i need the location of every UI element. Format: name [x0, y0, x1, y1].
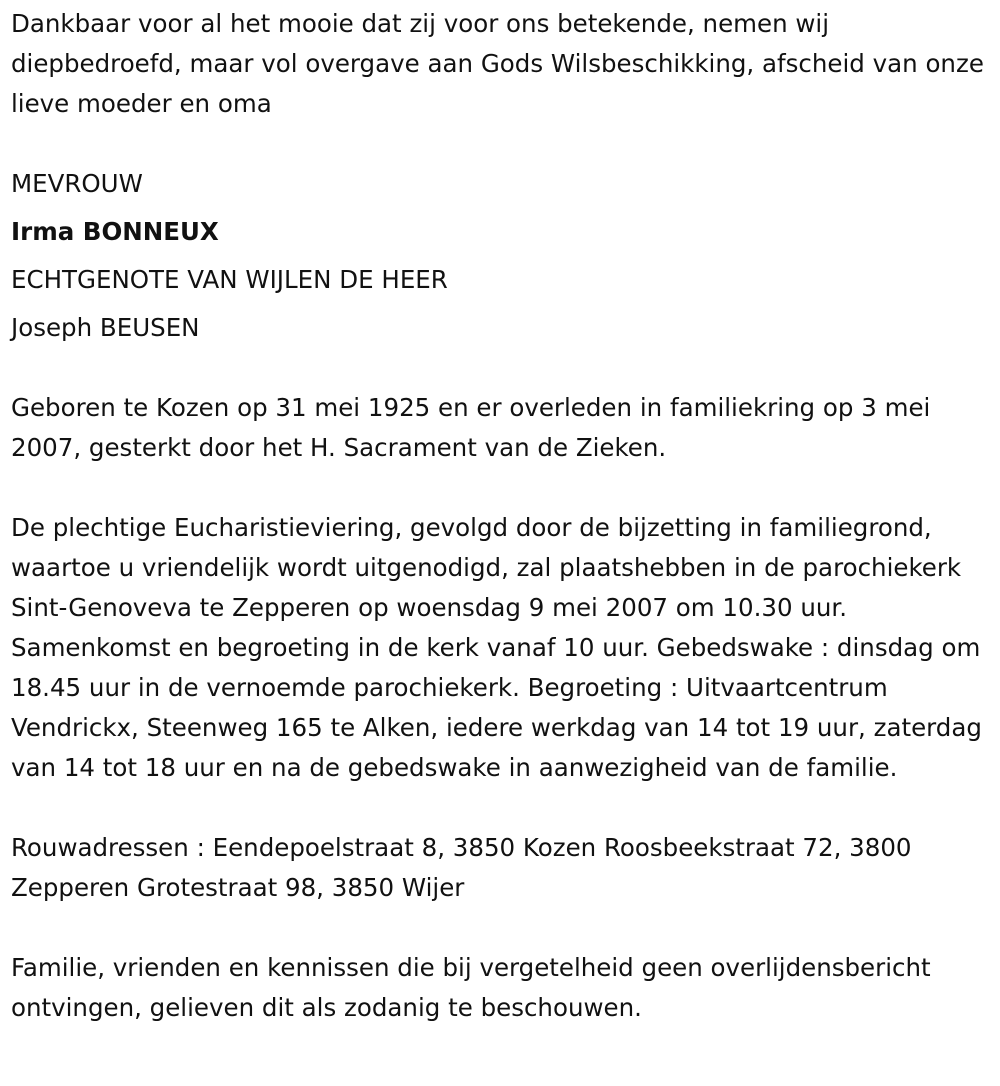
deceased-block — [11, 164, 991, 348]
closing-paragraph: Familie, vrienden en kennissen die bij vergetelheid geen overlijdensbericht ontvingen, gelieven dit als zodanig te beschouwen. — [11, 953, 931, 1022]
obituary-notice — [11, 4, 991, 1028]
addresses-paragraph: Rouwadressen : Eendepoelstraat 8, 3850 Kozen Roosbeekstraat 72, 3800 Zepperen Grotestraat 98, 3850 Wijer — [11, 833, 912, 902]
ceremony-paragraph: De plechtige Eucharistieviering, gevolgd door de bijzetting in familiegrond, waartoe u vriendelijk wordt uitgenodigd, zal plaatshebben in de parochiekerk Sint-Genoveva te Zepperen op woensdag 9 mei 2007 om 10.30 uur. Samenkomst en begroeting in de kerk vanaf 10 uur. Gebedswake : dinsdag om 18.45 uur in de vernoemde parochiekerk. Begroeting : Uitvaartcentrum Vendrickx, Steenweg 165 te Alken, iedere werkdag van 14 tot 19 uur, zaterdag van 14 tot 18 uur en na de gebedswake in aanwezigheid van de familie. — [11, 513, 982, 782]
birth-death-paragraph: Geboren te Kozen op 31 mei 1925 en er overleden in familiekring op 3 mei 2007, gesterkt door het H. Sacrament van de Zieken. — [11, 393, 931, 462]
spouse-label: ECHTGENOTE VAN WIJLEN DE HEER — [11, 265, 448, 294]
spouse-name: Joseph BEUSEN — [11, 313, 200, 342]
title-prefix: MEVROUW — [11, 169, 143, 198]
deceased-name: Irma BONNEUX — [11, 217, 219, 246]
intro-paragraph: Dankbaar voor al het mooie dat zij voor ons betekende, nemen wij diepbedroefd, maar vol overgave aan Gods Wilsbeschikking, afscheid van onze lieve moeder en oma — [11, 9, 984, 118]
